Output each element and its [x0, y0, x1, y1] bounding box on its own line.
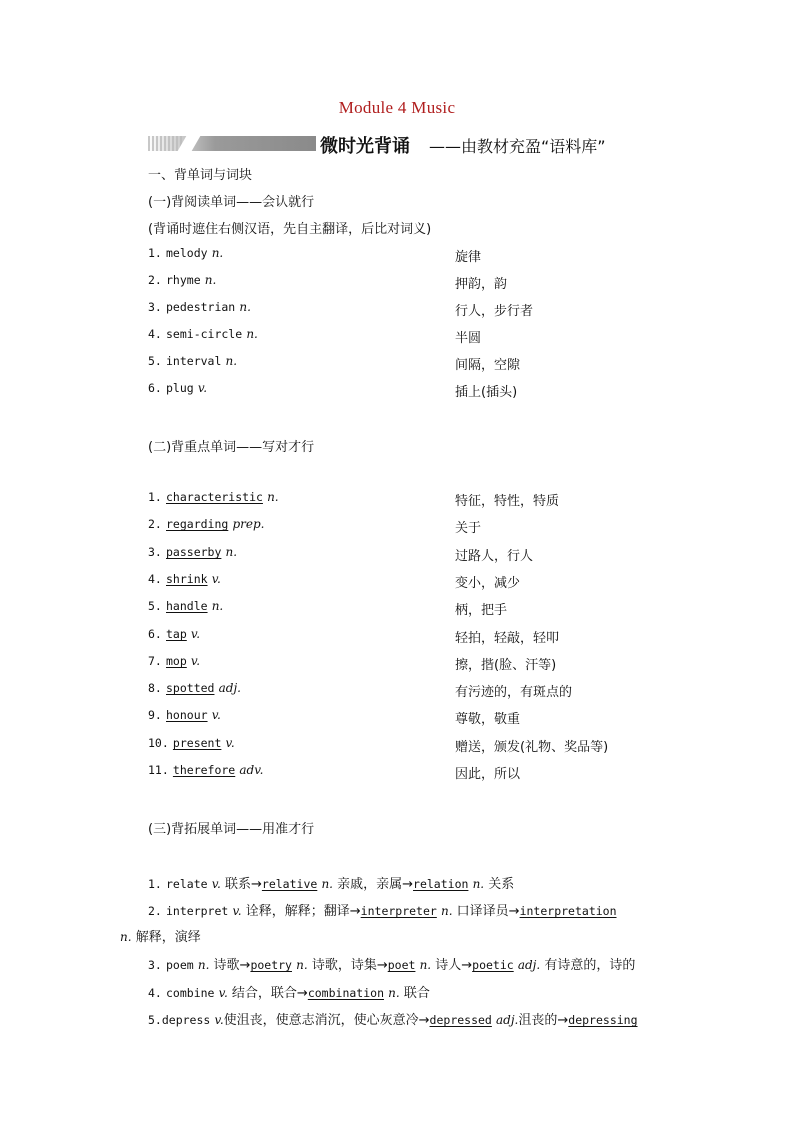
- list-item: 3. pedestrian n.: [148, 300, 251, 314]
- list-item: 3. passerby n.: [148, 545, 238, 559]
- list-item: 5.depress v.使沮丧，使意志消沉，使心灰意冷→depressed adj.沮丧的→depressing: [148, 1013, 638, 1028]
- list-item: 10. present v.: [148, 736, 235, 750]
- list-item: 3. poem n. 诗歌→poetry n. 诗歌，诗集→poet n. 诗人→poetic adj. 有诗意的，诗的: [148, 958, 636, 973]
- list-item: 5. interval n.: [148, 354, 238, 368]
- list-item: 8. spotted adj.: [148, 681, 241, 695]
- list-item: 2. regarding prep.: [148, 517, 265, 531]
- definition: 变小，减少: [455, 576, 521, 591]
- list-item-continuation: n. 解释，演绎: [120, 930, 201, 945]
- list-item: 2. interpret v. 诠释，解释；翻译→interpreter n. 口译译员→interpretation: [148, 904, 617, 919]
- definition: 旋律: [455, 250, 482, 265]
- page-title: Module 4 Music: [338, 98, 456, 117]
- banner-decoration: [148, 136, 316, 151]
- list-item: 4. semi-circle n.: [148, 327, 258, 341]
- definition: 赠送，颁发(礼物、奖品等): [455, 740, 609, 755]
- list-item: 6. tap v.: [148, 627, 201, 641]
- definition: 柄，把手: [455, 603, 508, 618]
- definition: 轻拍，轻敲，轻叩: [455, 631, 560, 646]
- part1-heading: (一)背阅读单词——会认就行: [148, 195, 315, 210]
- definition: 尊敬，敬重: [455, 712, 521, 727]
- definition: 因此，所以: [455, 767, 521, 782]
- list-item: 11. therefore adv.: [148, 763, 264, 777]
- banner-main-text: 微时光背诵: [320, 136, 410, 157]
- list-item: 2. rhyme n.: [148, 273, 217, 287]
- list-item: 1. melody n.: [148, 246, 224, 260]
- part1-note: (背诵时遮住右侧汉语，先自主翻译，后比对词义): [148, 222, 432, 237]
- list-item: 6. plug v.: [148, 381, 208, 395]
- definition: 押韵，韵: [455, 277, 508, 292]
- section-banner: [148, 132, 648, 157]
- definition: 特征，特性，特质: [455, 494, 560, 509]
- definition: 行人，步行者: [455, 304, 534, 319]
- definition: 过路人，行人: [455, 549, 534, 564]
- definition: 间隔，空隙: [455, 358, 521, 373]
- definition: 半圆: [455, 331, 482, 346]
- section-heading: 一、背单词与词块: [148, 168, 253, 183]
- part3-heading: (三)背拓展单词——用准才行: [148, 822, 315, 837]
- banner-sub-text: ——由教材充盈“语料库”: [429, 137, 606, 156]
- list-item: 1. characteristic n.: [148, 490, 279, 504]
- list-item: 1. relate v. 联系→relative n. 亲戚，亲属→relation n. 关系: [148, 877, 515, 892]
- part2-heading: (二)背重点单词——写对才行: [148, 440, 315, 455]
- list-item: 7. mop v.: [148, 654, 201, 668]
- definition: 有污迹的，有斑点的: [455, 685, 573, 700]
- definition: 插上(插头): [455, 385, 518, 400]
- list-item: 4. combine v. 结合，联合→combination n. 联合: [148, 986, 430, 1001]
- list-item: 4. shrink v.: [148, 572, 221, 586]
- definition: 擦，揩(脸、汗等): [455, 658, 557, 673]
- definition: 关于: [455, 521, 482, 536]
- list-item: 5. handle n.: [148, 599, 224, 613]
- list-item: 9. honour v.: [148, 708, 221, 722]
